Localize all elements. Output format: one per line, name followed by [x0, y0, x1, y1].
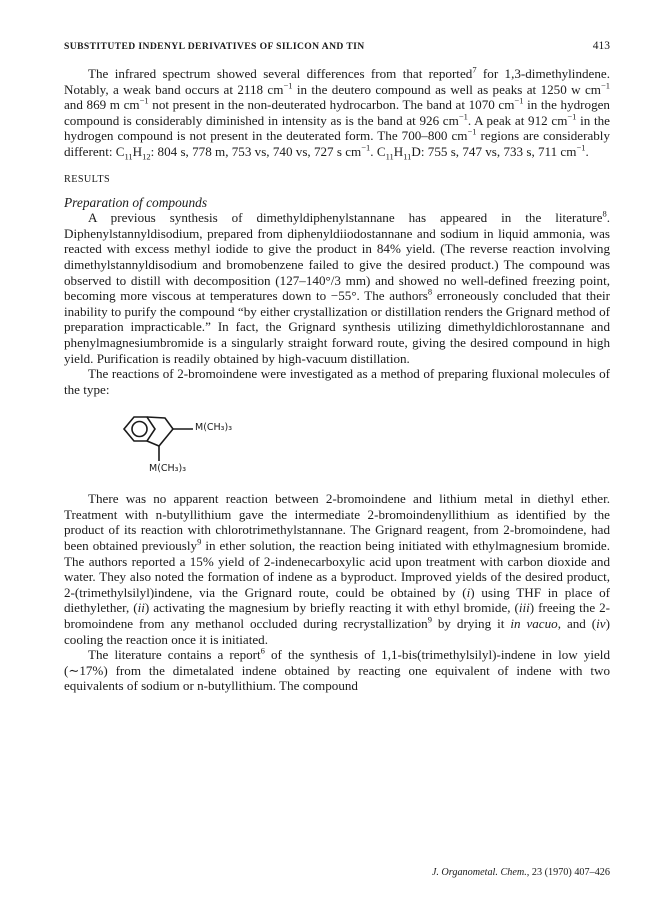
journal-volume: 23 (1970) 407–426: [531, 867, 610, 878]
section-heading-results: RESULTS: [64, 173, 111, 185]
running-header: [64, 40, 610, 52]
page-body: [64, 40, 610, 694]
page-number: 413: [592, 40, 610, 52]
paragraph-literature-report: The literature contains a report$^6$ of the synthesis of 1,1-bis(trimethylsilyl)-indene in low yield (∼17%) from the dimetalated indene obtained by reacting one equivalent of indene with two equivalents of sodium or n-butyllithium. The compound: [64, 645, 610, 694]
substituent-label-upper: M(CH₃)₃: [195, 422, 233, 434]
running-title: SUBSTITUTED INDENYL DERIVATIVES OF SILICON AND TIN: [64, 41, 365, 52]
paragraph-bromoindene-intro: The reactions of 2-bromoindene were investigated as a method of preparing fluxional molecules of the type:: [64, 366, 610, 397]
subsection-heading-preparation: Preparation of compounds: [64, 194, 208, 210]
paragraph-ir-spectrum: The infrared spectrum showed several differences from that reported$^7$ for 1,3-dimethylindene. Notably, a weak band occurs at 2118 $cm^{-1}$ in the deutero compound as well as peaks at 1250 w $cm^{-1}$ and 869 m $cm^{-1}$ not present in the non-deuterated hydrocarbon. The band at 1070 $cm^{-1}$ in the hydrogen compound is considerably diminished in intensity as is the band at 926 $cm^{-1}$. A peak at 912 $cm^{-1}$ in the hydrogen compound is not present in the deuterated form. The 700–800 $cm^{-1}$ regions are considerably different: $C_{11}H_{12}$: 804 s, 778 m, 753 vs, 740 vs, 727 s $cm^{-1}$. $C_{11}H_{11}D$: 755 s, 747 vs, 733 s, 711 $cm^{-1}$.: [64, 64, 610, 162]
paragraph-grignard-route: There was no apparent reaction between 2-bromoindene and lithium metal in diethyl ether. Treatment with n-butyllithium gave the intermediate 2-bromoindenyllithium as identified by the product of its reaction with chlorotrimethylstannane. The Grignard reagent, from 2-bromoindene, had been obtained previously$^9$ in ether solution, the reaction being initiated with ethylmagnesium bromide. The authors reported a 15% yield of 2-indenecarboxylic acid upon treatment with carbon dioxide and water. They also noted the formation of indene as a byproduct. Improved yields of the desired product, 2-(trimethylsilyl)indene, via the Grignard route, could be obtained by (i) using THF in place of diethylether, (ii) activating the magnesium by briefly reacting it with ethyl bromide, (iii) freeing the 2-bromoindene from any methanol occluded during recrystallization$^9$ by drying it in vacuo, and (iv) cooling the reaction once it is initiated.: [64, 491, 610, 647]
indene-structure-figure: [64, 411, 610, 479]
substituent-label-lower: M(CH₃)₃: [149, 463, 187, 475]
journal-citation-footer: [64, 867, 610, 878]
paragraph-preparation: A previous synthesis of dimethyldiphenylstannane has appeared in the literature$^8$. Diphenylstannyldisodium, prepared from diphenyldiiodostannane and sodium in liquid ammonia, was reacted with excess methyl iodide to give the product in 84% yield. (The reverse reaction involving dimethylstannyldisodium and bromobenzene failed to give the desired product.) The compound was observed to distill with decomposition (127–140°/3 mm) and showed no well-defined freezing point, becoming more viscous at temperatures down to −55°. The authors$^8$ erroneously concluded that their inability to purify the compound “by either crystallization or distillation renders the Grignard method of preparation impracticable.” In fact, the Grignard synthesis utilizing dimethyldichlorostannane and phenylmagnesiumbromide is a singularly straight forward route, giving the desired compound in high yield. Purification is readily obtained by high-vacuum distillation.: [64, 208, 611, 366]
journal-name: J. Organometal. Chem.,: [431, 867, 530, 878]
